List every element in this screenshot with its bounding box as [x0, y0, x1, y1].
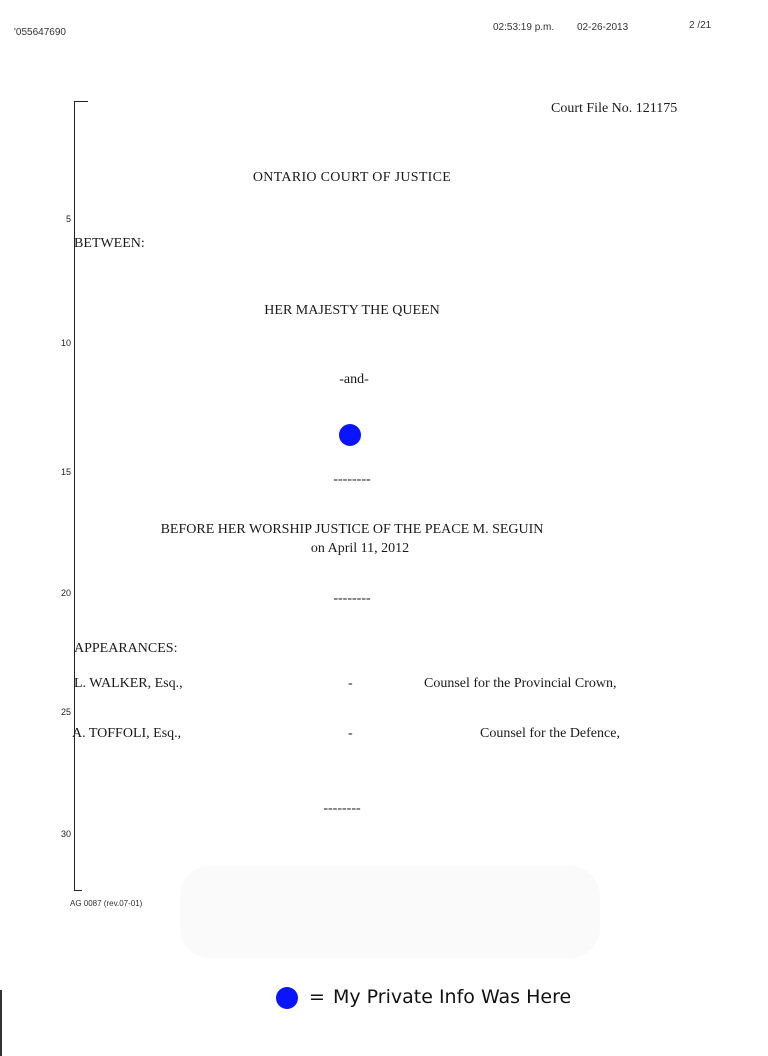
court-name: ONTARIO COURT OF JUSTICE [252, 170, 452, 185]
counsel-dash-crown: - [348, 676, 353, 691]
court-file-number: Court File No. 121175 [551, 101, 678, 116]
redaction-dot [339, 424, 361, 446]
line-number-5: 5 [66, 214, 72, 224]
fax-number: '055647690 [14, 27, 66, 38]
party-crown: HER MAJESTY THE QUEEN [264, 303, 440, 318]
between-label: BETWEEN: [74, 236, 145, 251]
line-number-30: 30 [61, 829, 72, 839]
appearances-label: APPEARANCES: [74, 641, 178, 656]
counsel-dash-defence: - [348, 726, 353, 741]
before-justice: BEFORE HER WORSHIP JUSTICE OF THE PEACE M. SEGUIN [160, 522, 544, 537]
hearing-date: on April 11, 2012 [310, 541, 410, 556]
legend-text: My Private Info Was Here [333, 986, 572, 1008]
counsel-name-crown: L. WALKER, Esq., [74, 676, 183, 691]
counsel-name-defence: A. TOFFOLI, Esq., [72, 726, 182, 741]
separator-dashes-3: -------- [323, 801, 361, 816]
form-code: AG 0087 (rev.07-01) [70, 899, 143, 908]
separator-dashes-1: -------- [333, 472, 371, 487]
line-number-20: 20 [61, 588, 72, 598]
margin-bracket-bottom [74, 890, 82, 891]
separator-dashes-2: -------- [333, 591, 371, 606]
scan-edge-mark [0, 990, 2, 1056]
margin-bracket-top [74, 101, 88, 102]
line-number-15: 15 [61, 467, 72, 477]
and-separator: -and- [339, 372, 369, 387]
legend-equals: = [309, 986, 325, 1008]
faint-smudge [180, 866, 600, 958]
fax-date: 02-26-2013 [577, 22, 629, 33]
counsel-role-crown: Counsel for the Provincial Crown, [424, 676, 617, 691]
line-number-25: 25 [61, 707, 72, 717]
line-number-10: 10 [61, 338, 72, 348]
counsel-role-defence: Counsel for the Defence, [480, 726, 620, 741]
margin-bracket-line [74, 101, 75, 891]
legend-dot [276, 987, 298, 1009]
fax-time: 02:53:19 p.m. [493, 22, 555, 33]
fax-page: 2 /21 [689, 20, 712, 31]
